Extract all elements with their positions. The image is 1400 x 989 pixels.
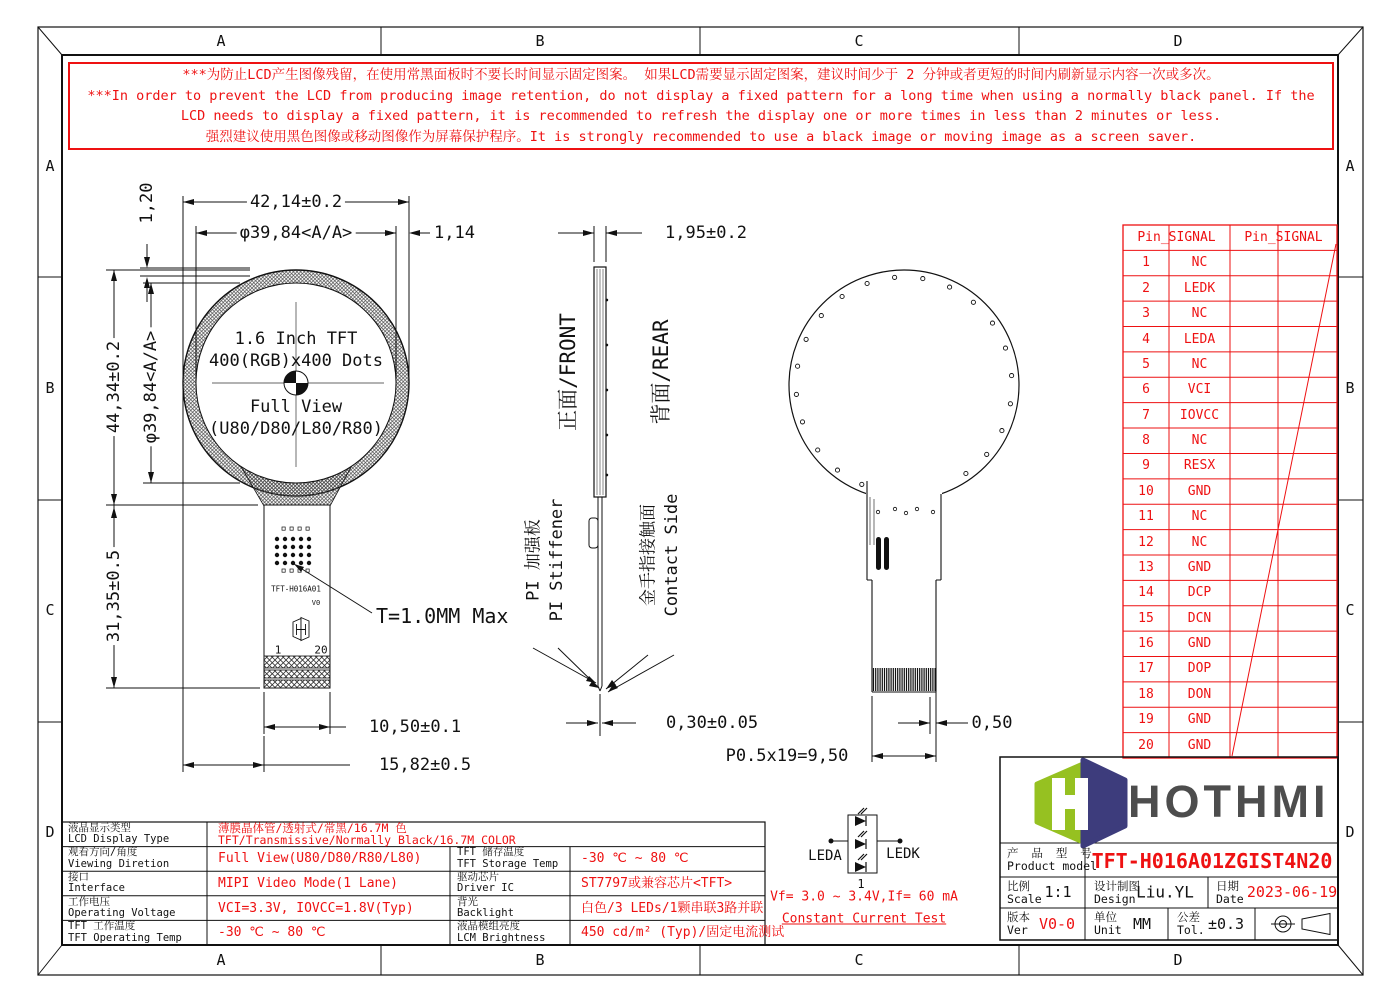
zone-label-right-a: A: [1345, 157, 1355, 175]
pin-number: 19: [1138, 712, 1154, 728]
spec-label-viewing-direction: 观看方向/角度 Viewing Diretion: [68, 846, 170, 870]
dim-edge-top: 1,20: [137, 182, 157, 224]
side-view-drawing: [589, 267, 608, 691]
image-retention-warning: [68, 62, 1334, 150]
pin-signal: GND: [1187, 712, 1212, 728]
dim-edge-right: 1,14: [434, 223, 475, 243]
panel-view-text: Full View: [249, 397, 343, 417]
dim-pin-pitch-edge: 0,50: [971, 713, 1013, 733]
rear-side-label: 背面/REAR: [649, 319, 673, 425]
dim-height-total: 44,34±0.2: [104, 338, 124, 436]
pin-table-header-left: Pin_SIGNAL: [1137, 230, 1216, 245]
pin-signal: VCI: [1187, 382, 1212, 398]
tolerance-label: 公差 Tol.: [1177, 910, 1205, 937]
spec-label-operating-voltage: 工作电压 Operating Voltage: [68, 895, 176, 920]
led-diode-symbols: [855, 808, 867, 872]
zone-label-bottom-a: A: [216, 951, 226, 969]
spec-value-lcm-brightness: 450 cd/m² (Typ)/固定电流测试: [581, 925, 785, 941]
spec-value-driver-ic: ST7797或兼容芯片<TFT>: [581, 875, 733, 891]
led-test-note: Constant Current Test: [781, 911, 947, 927]
pin-signal: IOVCC: [1179, 407, 1220, 423]
led-anode-label: LEDA: [808, 848, 842, 864]
zone-label-right-b: B: [1345, 379, 1355, 397]
designer-value: Liu.YL: [1136, 882, 1194, 902]
zone-label-left-d: D: [45, 823, 55, 841]
pin-number: 5: [1142, 356, 1150, 372]
warning-line: ***为防止LCD产生图像残留，在使用常黑面板时不要长时间显示固定图案。 如果LCD需要显示固定图案，建议时间少于 2 分钟或者更短的时间内刷新显示内容一次或多次。: [182, 67, 1220, 83]
dim-fpc-width: 10,50±0.1: [368, 717, 462, 737]
fpc-version-text: V0: [311, 599, 321, 607]
pin-signal: NC: [1191, 356, 1208, 372]
pin-signal: DCP: [1187, 585, 1212, 601]
dim-thickness: 1,95±0.2: [665, 223, 747, 243]
spec-label-storage-temp: TFT 储存温度 TFT Storage Temp: [457, 846, 559, 870]
pin-number: 6: [1142, 382, 1150, 398]
zone-label-right-d: D: [1345, 823, 1355, 841]
dim-fpc-thickness: 0,30±0.05: [665, 713, 759, 733]
led-spec-text: Vf= 3.0 ~ 3.4V,If= 60 mA: [770, 889, 958, 905]
spec-value-operating-voltage: VCI=3.3V, IOVCC=1.8V(Typ): [218, 900, 414, 916]
zone-label-top-d: D: [1173, 32, 1183, 50]
zone-label-left-c: C: [45, 601, 55, 619]
zone-label-bottom-b: B: [535, 951, 545, 969]
dim-width-total: 42,14±0.2: [247, 192, 345, 212]
pin-signal: DCN: [1187, 610, 1212, 626]
projection-symbol: [1271, 914, 1330, 935]
pin-signal: RESX: [1183, 458, 1216, 474]
led-count-label: 1: [857, 877, 865, 891]
scale-label: 比例 Scale: [1007, 878, 1042, 906]
pin-signal: GND: [1187, 636, 1212, 652]
dim-pitch-total: P0.5x19=9,50: [725, 746, 849, 766]
pin-number: 10: [1138, 483, 1154, 499]
brand-logo-mark: [1037, 760, 1125, 846]
date-value: 2023-06-19: [1246, 883, 1338, 901]
zone-label-left-a: A: [45, 157, 55, 175]
pin-signal: NC: [1191, 534, 1208, 550]
zone-label-left-b: B: [45, 379, 55, 397]
led-cathode-label: LEDK: [886, 846, 920, 862]
fpc-model-text: TFT-H016A01: [271, 584, 321, 594]
pin-number: 16: [1138, 636, 1154, 652]
fpc-pin20-label: 20: [314, 643, 328, 657]
spec-label-interface: 接口 Interface: [68, 870, 125, 895]
spec-value-interface: MIPI Video Mode(1 Lane): [218, 875, 399, 891]
warning-line: ***In order to prevent the LCD from producing image retention, do not display a fixed pattern for a long time when using a normally black panel. If the: [87, 87, 1315, 104]
pin-signal: NC: [1191, 255, 1208, 271]
zone-label-right-c: C: [1345, 601, 1355, 619]
date-label: 日期 Date: [1216, 878, 1244, 906]
rear-connector-fingers: [874, 668, 936, 691]
spec-value-display-type: 薄膜晶体管/透射式/常黑/16.7M 色 TFT/Transmissive/Normally Black/16.7M COLOR: [218, 821, 516, 848]
unit-label: 单位 Unit: [1094, 910, 1122, 937]
pin-signal: NC: [1191, 306, 1208, 322]
pin-signal: DOP: [1187, 661, 1212, 677]
zone-label-top-b: B: [535, 32, 545, 50]
pin-signal: LEDA: [1183, 331, 1216, 347]
pin-signal: NC: [1191, 509, 1208, 525]
contact-side-label-zh: 金手指接触面: [638, 504, 659, 606]
pin-number: 12: [1138, 534, 1154, 550]
pin-signal: DON: [1187, 686, 1212, 702]
spec-label-operating-temp: TFT 工作温度 TFT Operating Temp: [68, 920, 182, 944]
zone-label-bottom-c: C: [854, 951, 864, 969]
pin-number: 8: [1142, 433, 1150, 449]
pin-signal: GND: [1187, 737, 1212, 753]
pin-number: 7: [1142, 407, 1150, 423]
brand-wordmark: HOTHMI: [1128, 776, 1330, 827]
panel-size-text: 1.6 Inch TFT: [234, 329, 358, 349]
dim-fpc-offset: 15,82±0.5: [378, 755, 472, 775]
unit-value: MM: [1132, 915, 1152, 933]
pin-signal: GND: [1187, 483, 1212, 499]
spec-value-backlight: 白色/3 LEDs/1颗串联3路并联: [581, 900, 764, 916]
pin-number: 17: [1138, 661, 1154, 677]
dim-tail-height: 31,35±0.5: [104, 547, 124, 645]
pin-table-header-right: Pin_SIGNAL: [1244, 230, 1323, 245]
contact-side-label-en: Contact Side: [662, 493, 682, 617]
pin-number: 3: [1142, 306, 1150, 322]
fpc-mini-logo: [293, 618, 309, 641]
spec-value-storage-temp: -30 ℃ ~ 80 ℃: [581, 851, 689, 867]
fpc-pin1-label: 1: [274, 643, 282, 657]
pin-table-diagonal: [1232, 244, 1336, 756]
rear-view-drawing: [789, 270, 1019, 692]
version-value: V0-0: [1038, 915, 1076, 933]
product-model-value: TFT-H016A01ZGIST4N20: [1091, 849, 1333, 873]
front-side-label: 正面/FRONT: [556, 313, 580, 431]
stiffener-label-en: PI Stiffener: [547, 498, 567, 622]
pin-number: 18: [1138, 686, 1154, 702]
spec-label-display-type: 液晶显示类型 LCD Display Type: [68, 821, 170, 846]
pin-number: 13: [1138, 559, 1154, 575]
pin-number: 2: [1142, 280, 1150, 296]
spec-label-backlight: 背光 Backlight: [457, 895, 514, 920]
spec-label-lcm-brightness: 液晶模组亮度 LCM Brightness: [457, 920, 546, 944]
stiffener-label-zh: PI 加强板: [523, 519, 544, 601]
warning-line: 强烈建议使用黑色图像或移动图像作为屏幕保护程序。It is strongly recommended to use a black image or moving image as a screen saver.: [205, 128, 1197, 145]
tolerance-value: ±0.3: [1207, 915, 1245, 933]
rear-view-dimensions: [872, 692, 968, 762]
product-model-label: 产 品 型 号 Product model: [1007, 846, 1098, 873]
pin-number: 15: [1138, 610, 1154, 626]
pin-number: 4: [1142, 331, 1150, 347]
dim-diameter-aa: φ39,84<A/A>: [237, 223, 356, 243]
zone-label-top-c: C: [854, 32, 864, 50]
dim-diameter-aa-vertical: φ39,84<A/A>: [141, 328, 161, 447]
spec-value-viewing-direction: Full View(U80/D80/R80/L80): [218, 851, 422, 867]
version-label: 版本 Ver: [1007, 910, 1030, 937]
pin-signal: NC: [1191, 433, 1208, 449]
pin-number: 1: [1142, 255, 1150, 271]
zone-label-bottom-d: D: [1173, 951, 1183, 969]
pin-number: 9: [1142, 458, 1150, 474]
pin-signal: GND: [1187, 559, 1212, 575]
pin-number: 11: [1138, 509, 1154, 525]
spec-label-driver-ic: 驱动芯片 Driver IC: [457, 870, 514, 895]
panel-view-angles-text: (U80/D80/L80/R80): [209, 419, 383, 439]
spec-value-operating-temp: -30 ℃ ~ 80 ℃: [218, 925, 326, 941]
zone-label-top-a: A: [216, 32, 226, 50]
warning-line: LCD needs to display a fixed pattern, it is recommended to refresh the display one or more times in less than 2 minutes or less.: [180, 108, 1222, 124]
panel-resolution-text: 400(RGB)x400 Dots: [209, 351, 383, 371]
design-label: 设计制图 Design: [1094, 878, 1140, 906]
pin-number: 14: [1138, 585, 1154, 601]
pin-signal: LEDK: [1183, 280, 1216, 296]
scale-value: 1:1: [1044, 883, 1072, 901]
thickness-note: T=1.0MM Max: [376, 604, 509, 628]
pin-number: 20: [1138, 737, 1154, 753]
